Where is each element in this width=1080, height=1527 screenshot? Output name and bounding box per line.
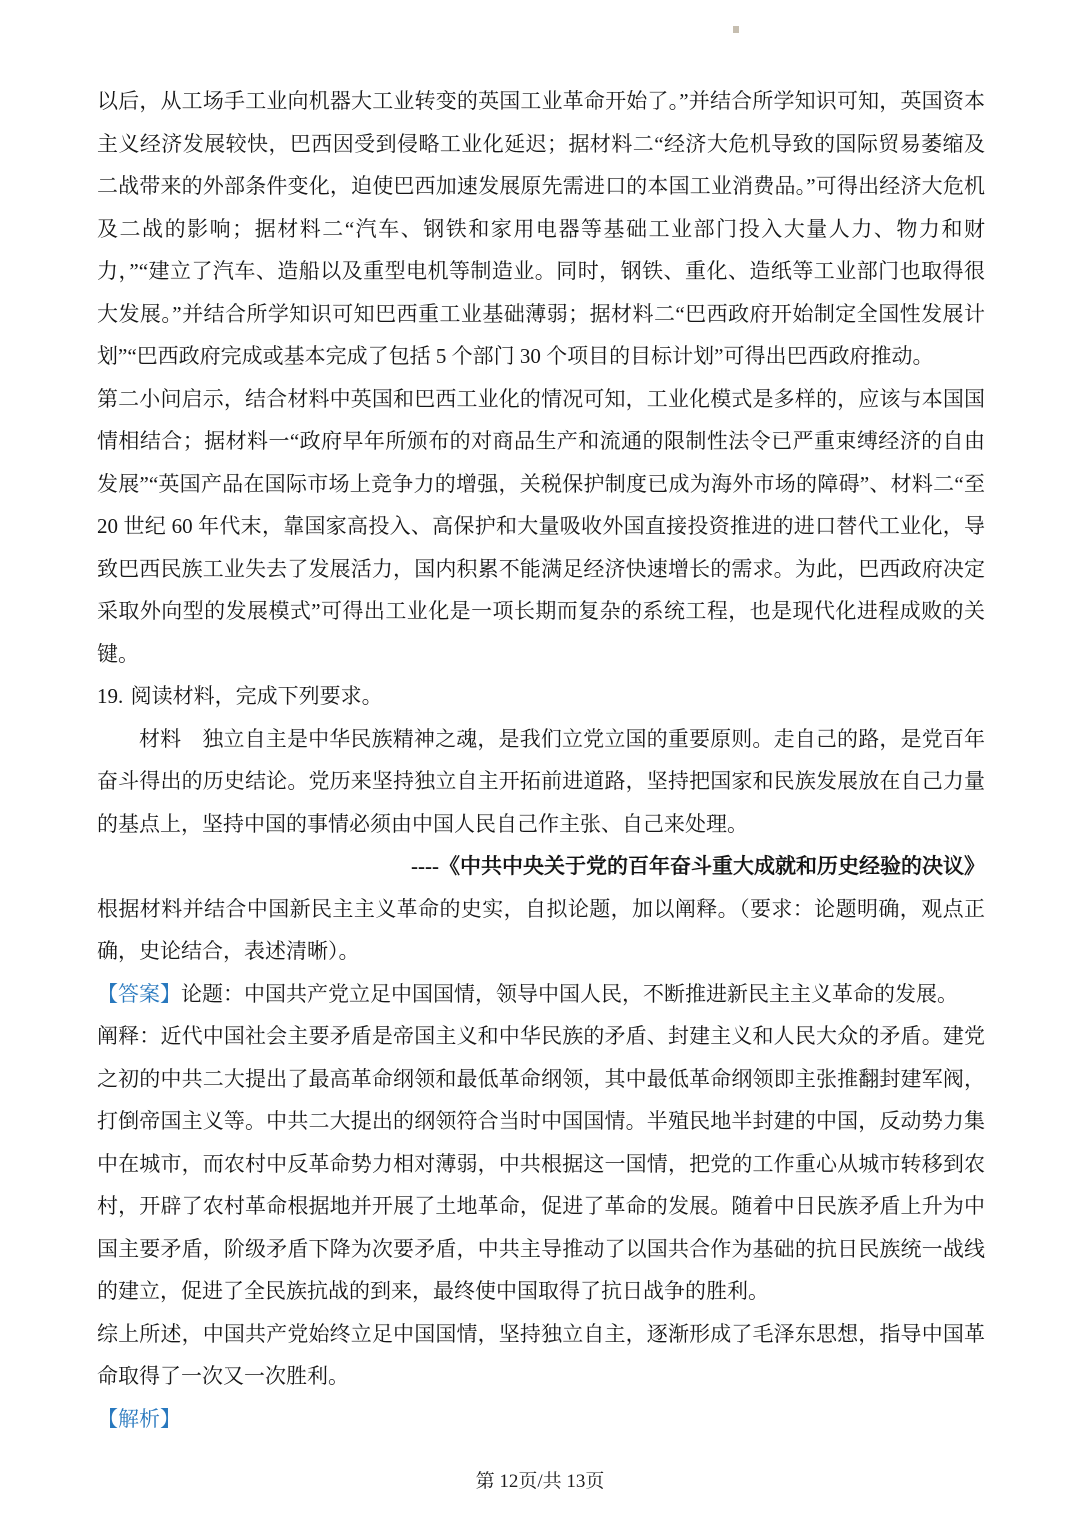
second-question-paragraph: 第二小问启示，结合材料中英国和巴西工业化的情况可知，工业化模式是多样的，应该与本国国情相结合；据材料一“政府早年所颁布的对商品生产和流通的限制性法令已严重束缚经济的自由发展”“英国产品在国际市场上竞争力的增强，关税保护制度已成为海外市场的障碍”、材料二“至 20 世纪 60 年代末，靠国家高投入、高保护和大量吸收外国直接投资推进的进口替代工业化，导致巴西民族工业失去了发展活力，国内积累不能满足经济快速增长的需求。为此，巴西政府决定采取外向型的发展模式”可得出工业化是一项长期而复杂的系统工程，也是现代化进程成败的关键。 bbox=[97, 386, 985, 666]
material-label: 材料 bbox=[139, 726, 182, 751]
answer-continuation-paragraph: 以后，从工场手工业向机器大工业转变的英国工业革命开始了。”并结合所学知识可知，英国资本主义经济发展较快，巴西因受到侵略工业化延迟；据材料二“经济大危机导致的国际贸易萎缩及二战带来的外部条件变化，迫使巴西加速发展原先需进口的本国工业消费品。”可得出经济大危机及二战的影响；据材料二“汽车、钢铁和家用电器等基础工业部门投入大量人力、物力和财力，”“建立了汽车、造船以及重型电机等制造业。同时，钢铁、重化、造纸等工业部门也取得很大发展。”并结合所学知识可知巴西重工业基础薄弱；据材料二“巴西政府开始制定全国性发展计划”“巴西政府完成或基本完成了包括 5 个部门 30 个项目的目标计划”可得出巴西政府推动。 bbox=[97, 89, 985, 368]
answer-label: 【答案】 bbox=[97, 981, 181, 1006]
analysis-section bbox=[97, 1398, 985, 1441]
page-footer bbox=[0, 1470, 1080, 1494]
answer-thesis: 论题：中国共产党立足中国国情，领导中国人民，不断推进新民主主义革命的发展。 bbox=[181, 981, 958, 1006]
question-number: 19. bbox=[97, 684, 124, 708]
answer-summary-paragraph: 综上所述，中国共产党始终立足中国国情，坚持独立自主，逐渐形成了毛泽东思想，指导中国革命取得了一次又一次胜利。 bbox=[97, 1321, 985, 1388]
answer-explanation-paragraph: 阐释：近代中国社会主要矛盾是帝国主义和中华民族的矛盾、封建主义和人民大众的矛盾。建党之初的中共二大提出了最高革命纲领和最低革命纲领，其中最低革命纲领即主张推翻封建军阀，打倒帝国主义等。中共二大提出的纲领符合当时中国国情。半殖民地半封建的中国，反动势力集中在城市，而农村中反革命势力相对薄弱，中共根据这一国情，把党的工作重心从城市转移到农村，开辟了农村革命根据地并开展了土地革命，促进了革命的发展。随着中日民族矛盾上升为中国主要矛盾，阶级矛盾下降为次要矛盾，中共主导推动了以国共合作为基础的抗日民族统一战线的建立，促进了全民族抗战的到来，最终使中国取得了抗日战争的胜利。 bbox=[97, 1024, 985, 1303]
material-paragraph bbox=[97, 718, 985, 846]
task-paragraph: 根据材料并结合中国新民主主义革命的史实，自拟论题，加以阐释。（要求：论题明确，观点正确，史论结合，表述清晰）。 bbox=[97, 896, 985, 963]
page-number-text: 第 12页/共 13页 bbox=[475, 1471, 605, 1492]
material-text: 独立自主是中华民族精神之魂，是我们立党立国的重要原则。走自己的路，是党百年奋斗得出的历史结论。党历来坚持独立自主开拓前进道路，坚持把国家和民族发展放在自己力量的基点上，坚持中国的事情必须由中国人民自己作主张、自己来处理。 bbox=[97, 726, 986, 836]
question-19-line bbox=[97, 675, 985, 718]
answer-paragraph bbox=[97, 973, 985, 1016]
question-intro: 阅读材料，完成下列要求。 bbox=[130, 684, 383, 708]
analysis-label: 【解析】 bbox=[97, 1406, 181, 1431]
material-citation: ----《中共中央关于党的百年奋斗重大成就和历史经验的决议》 bbox=[411, 854, 985, 878]
